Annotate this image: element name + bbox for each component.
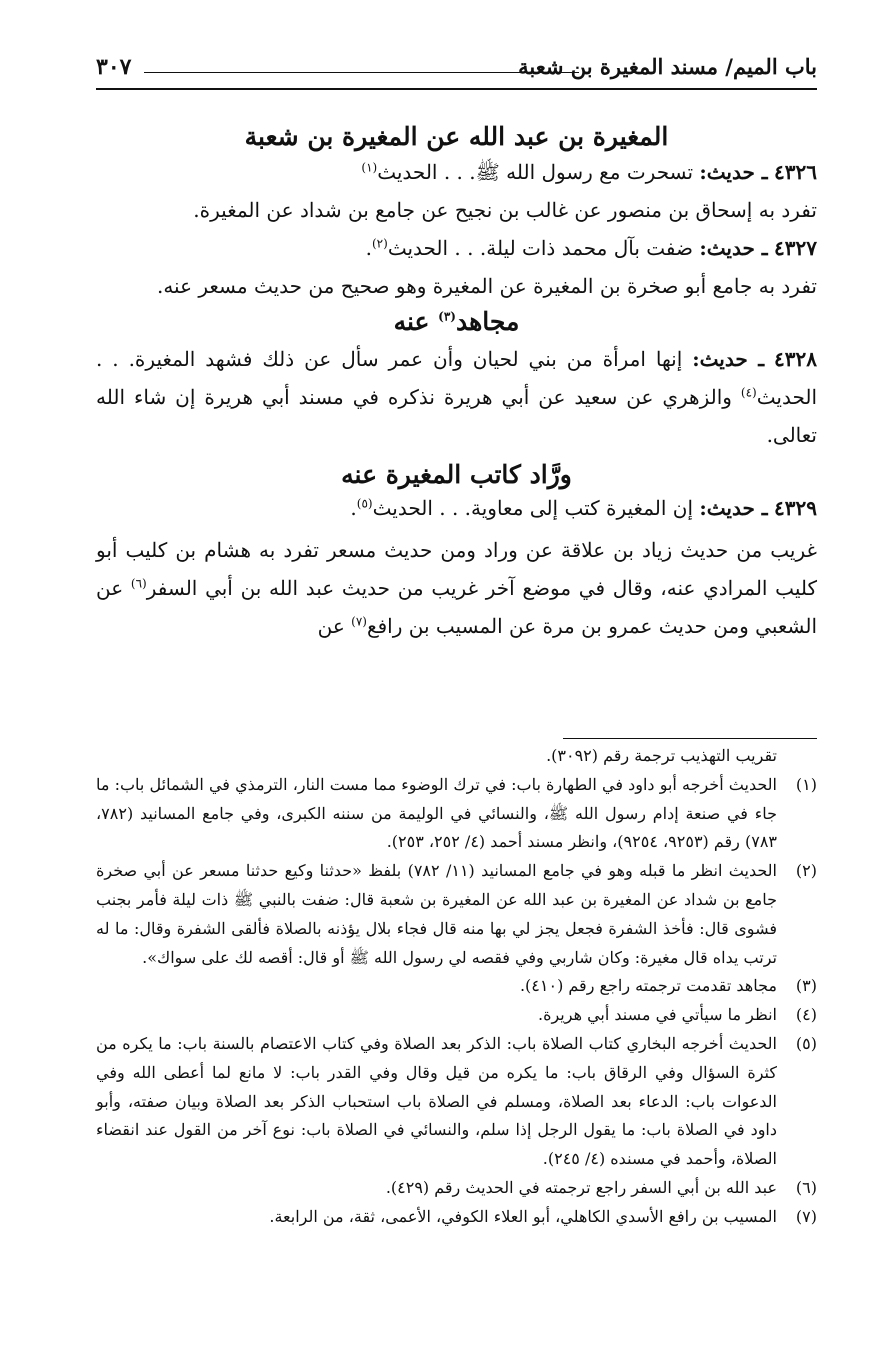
footnote-number: (٤) (795, 1005, 817, 1025)
footnote (96, 1203, 817, 1232)
footnote-ref: (٧) (351, 614, 367, 629)
main-text (96, 122, 817, 645)
footnote-separator (563, 738, 817, 739)
footnote-ref: (٤) (740, 385, 757, 400)
footnote-text: انظر ما سيأتي في مسند أبي هريرة. (537, 1005, 777, 1025)
footnote-ref: (٦) (130, 576, 147, 591)
hadith-number: ٤٣٢٨ (774, 347, 818, 371)
header-rule (144, 72, 579, 73)
footnote-continuation: تقريب التهذيب ترجمة رقم (٣٠٩٢). (546, 746, 777, 765)
footnote (96, 771, 817, 857)
footnote-text: الحديث انظر ما قبله وهو في جامع المسانيد (١١/ ٧٨٢) بلفظ «حدثنا وكيع حدثنا مسعر عن أبي صخرة جامع بن شداد عن المغيرة بن عبد الله عن المغيرة بن شعبة قال: ضفت بالنبي ﷺ ذات ليلة فأمر بجنب فشوى قال: فأخذ الشفرة فجعل يجز لي بها منه قال فجاء بلال يؤذنه بالصلاة فألقى الشفرة وقال: ما له ترتب يداه قال مغيرة: وكان شاربي وفي فقصه لي رسول الله ﷺ أو قال: أقصه لك على سواك». (96, 861, 777, 967)
footnote-number: (٥) (795, 1033, 817, 1053)
footnote-text: الحديث أخرجه أبو داود في الطهارة باب: في ترك الوضوء مما مست النار، الترمذي في الشمائل باب: ما جاء في صنعة إدام رسول الله ﷺ، والنسائي في الوليمة من سننه الكبرى، وفي جامع المسانيد (٧٨٢، ٧٨٣) رقم (٩٢٥٣، ٩٢٥٤)، وانظر مسند أحمد (٤/ ٢٥٢، ٢٥٣). (96, 774, 777, 852)
footnote-text: عبد الله بن أبي السفر راجع ترجمته في الحديث رقم (٤٢٩). (385, 1177, 777, 1197)
hadith-entry: ٤٣٢٦ ـ حديث: تسحرت مع رسول الله ﷺ. . . الحديث$^{(١)}$ (361, 160, 817, 184)
commentary-paragraph: غريب من حديث زياد بن علاقة عن وراد ومن حديث مسعر تفرد به هشام بن كليب أبو كليب المرادي عنه، وقال في موضع آخر غريب من حديث عبد الله بن أبي السفر$^{(٦)}$ عن الشعبي ومن حديث عمرو بن مرة عن المسيب بن رافع$^{(٧)}$ عن (96, 538, 818, 638)
section-heading: المغيرة بن عبد الله عن المغيرة بن شعبة (244, 122, 669, 151)
footnote (96, 1174, 817, 1203)
hadith-text: إن المغيرة كتب إلى معاوية. . . الحديث (372, 496, 694, 520)
footnote-ref: (٣) (438, 309, 456, 324)
hadith-text: تسحرت مع رسول الله ﷺ. . . الحديث (377, 160, 694, 184)
footnote-number: (٦) (795, 1177, 817, 1197)
header-underline (96, 88, 817, 90)
hadith-entry: ٤٣٢٩ ـ حديث: إن المغيرة كتب إلى معاوية. . . الحديث$^{(٥)}$. (350, 496, 817, 520)
footnote-ref: (٢) (371, 236, 388, 251)
hadith-number: ٤٣٢٩ (774, 496, 817, 520)
footnote-number: (٣) (795, 976, 817, 996)
running-title: باب الميم/ مسند المغيرة بن شعبة (518, 54, 817, 79)
footnotes (96, 742, 817, 1232)
hadith-text: إنها امرأة من بني لحيان وأن عمر سأل عن ذلك فشهد المغيرة. . . الحديث (96, 347, 817, 409)
running-header (96, 54, 817, 88)
footnote (96, 972, 817, 1001)
footnote-text: الحديث أخرجه البخاري كتاب الصلاة باب: الذكر بعد الصلاة وفي كتاب الاعتصام بالسنة باب: ما يكره من كثرة السؤال وفي الرقاق باب: ما يكره من قيل وقال وفي القدر باب: لا مانع لما أعطى الله وفي الدعوات باب: الدعاء بعد الصلاة، ومسلم في الصلاة باب استحباب الذكر بعد الصلاة وبيان صفته، وأبو داود في الصلاة باب: ما يقول الرجل إذا سلم، والنسائي في الصلاة باب: نوع آخر من القول عند انقضاء الصلاة، وأحمد في مسنده (٤/ ٢٤٥). (96, 1033, 777, 1169)
hadith-note: تفرد به إسحاق بن منصور عن غالب بن نجيح عن جامع بن شداد عن المغيرة. (193, 198, 817, 222)
footnote-number: (١) (795, 774, 817, 794)
hadith-tag: حديث: (699, 236, 755, 260)
hadith-tag: حديث: (692, 347, 748, 371)
footnote-number: (٧) (795, 1206, 817, 1226)
footnote (96, 1001, 817, 1030)
hadith-tag: حديث: (699, 496, 755, 520)
section-heading: مجاهد$^{(٣)}$ عنه (393, 307, 520, 336)
hadith-number: ٤٣٢٧ (774, 236, 817, 260)
section-heading: ورَّاد كاتب المغيرة عنه (341, 460, 572, 489)
footnote-number: (٢) (795, 861, 817, 881)
hadith-entry: ٤٣٢٧ ـ حديث: ضفت بآل محمد ذات ليلة. . . الحديث$^{(٢)}$. (365, 236, 817, 260)
hadith-number: ٤٣٢٦ (774, 160, 817, 184)
page-number: ٣٠٧ (96, 54, 132, 80)
hadith-entry: ٤٣٢٨ ـ حديث: إنها امرأة من بني لحيان وأن عمر سأل عن ذلك فشهد المغيرة. . . الحديث$^{(٤)}$ والزهري عن سعيد عن أبي هريرة نذكره في مسند أبي هريرة إن شاء الله تعالى. (96, 347, 818, 447)
footnote (96, 857, 817, 972)
footnote-ref: (١) (361, 160, 378, 175)
hadith-text: ضفت بآل محمد ذات ليلة. . . الحديث (387, 236, 694, 260)
footnote-text: مجاهد تقدمت ترجمته راجع رقم (٤١٠). (519, 976, 777, 996)
hadith-note: تفرد به جامع أبو صخرة بن المغيرة عن المغيرة وهو صحيح من حديث مسعر عنه. (156, 274, 817, 298)
footnote-text: المسيب بن رافع الأسدي الكاهلي، أبو العلاء الكوفي، الأعمى، ثقة، من الرابعة. (269, 1206, 777, 1226)
hadith-tag: حديث: (699, 160, 755, 184)
footnote (96, 1030, 817, 1174)
footnote-ref: (٥) (356, 496, 373, 511)
